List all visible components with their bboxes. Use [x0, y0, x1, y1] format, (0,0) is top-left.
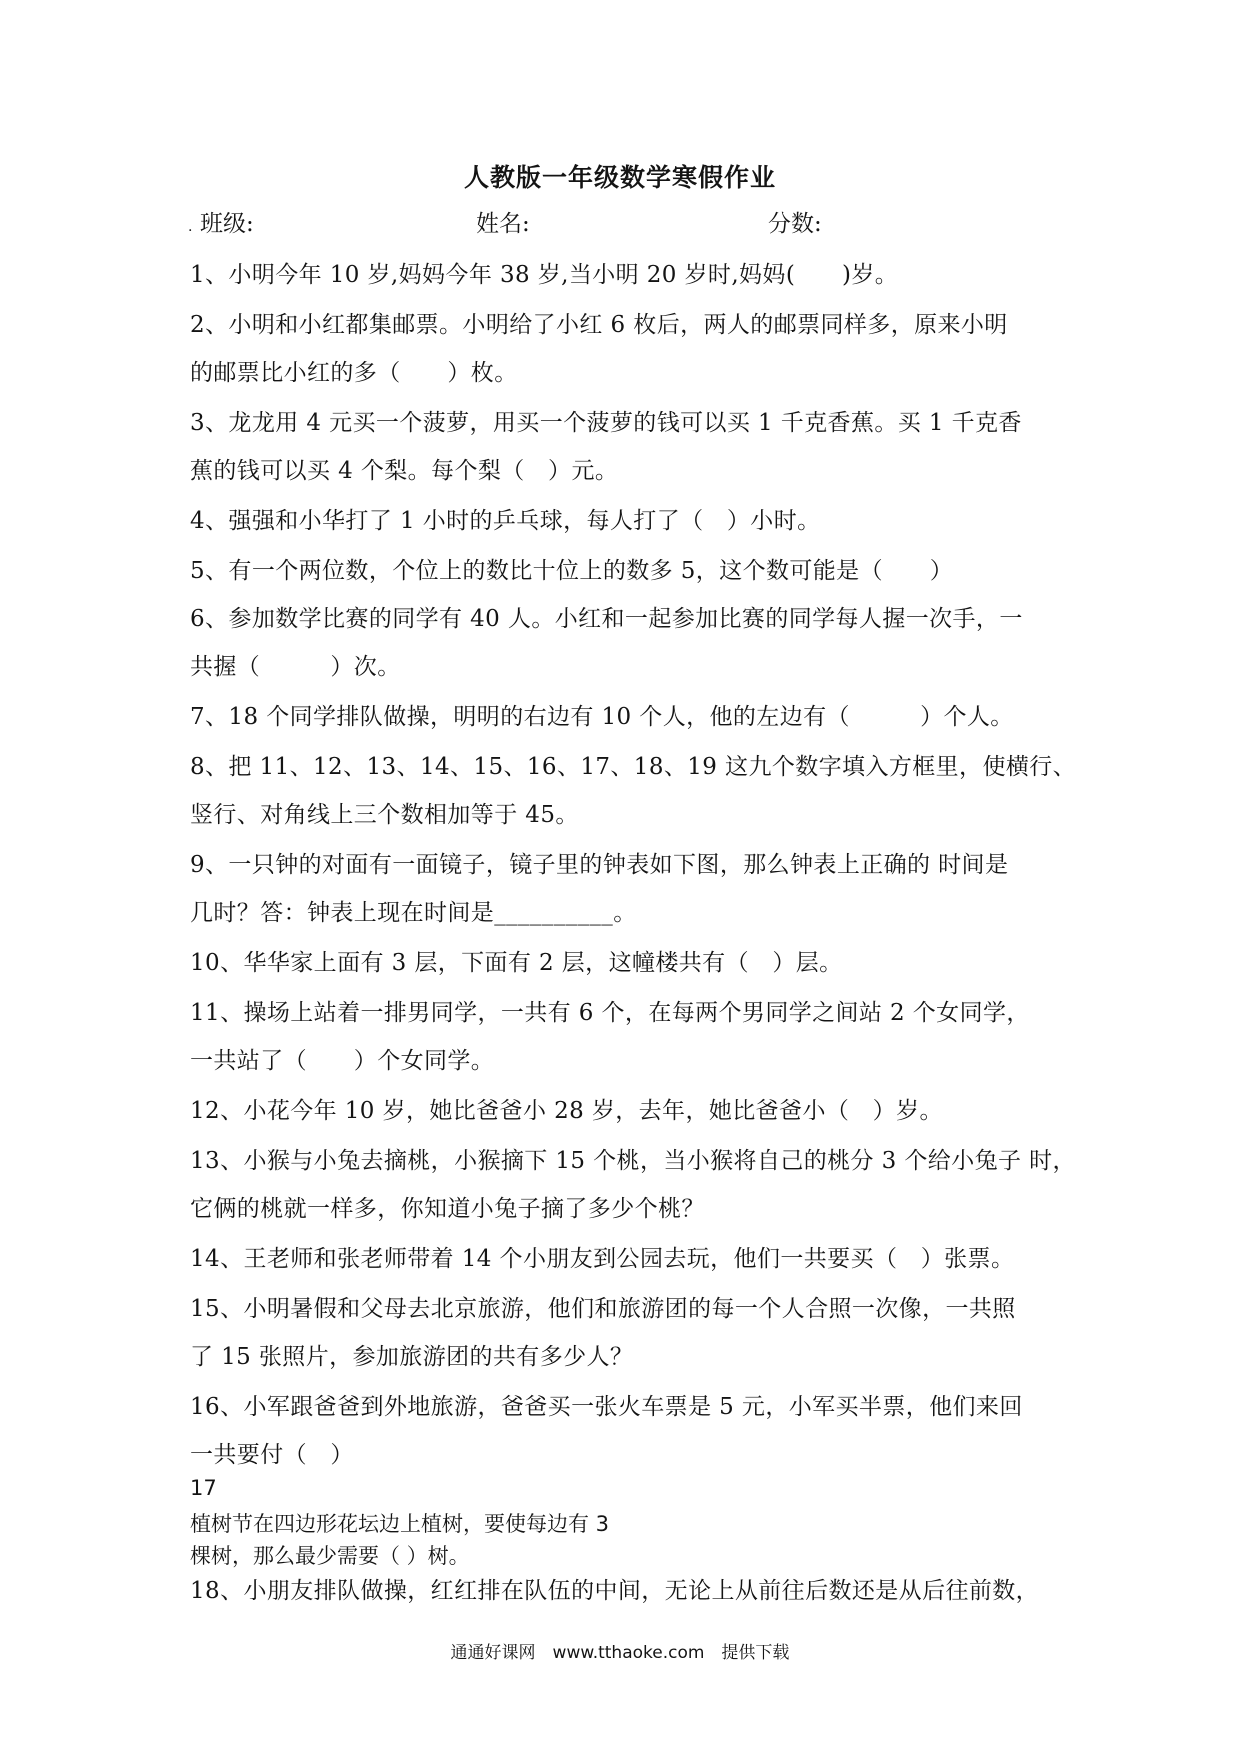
question-line: 一共要付（ ） [190, 1442, 354, 1468]
question-line: 1、小明今年 10 岁,妈妈今年 38 岁,当小明 20 岁时,妈妈( )岁。 [190, 262, 899, 288]
question-number: 17 [190, 1476, 217, 1500]
question-line: 几时？答：钟表上现在时间是__________。 [190, 900, 637, 926]
name-label: 姓名: [476, 211, 530, 237]
question-line: 18、小朋友排队做操，红红排在队伍的中间，无论上从前往后数还是从后往前数， [190, 1578, 1040, 1604]
question-line: 一共站了（ ）个女同学。 [190, 1048, 495, 1074]
question-line: 5、有一个两位数，个位上的数比十位上的数多 5，这个数可能是（ ） [190, 558, 954, 584]
question-line: 2、小明和小红都集邮票。小明给了小红 6 枚后，两人的邮票同样多，原来小明 [190, 312, 1008, 338]
question-line: 11、操场上站着一排男同学，一共有 6 个，在每两个男同学之间站 2 个女同学， [190, 1000, 1030, 1026]
footer: 通通好课网 www.tthaoke.com 提供下载 [450, 1643, 790, 1663]
question-line: 3、龙龙用 4 元买一个菠萝，用买一个菠萝的钱可以买 1 千克香蕉。买 1 千克香 [190, 410, 1022, 436]
question-line: 13、小猴与小兔去摘桃，小猴摘下 15 个桃，当小猴将自己的桃分 3 个给小兔子 时， [190, 1148, 1076, 1174]
header-dot: . [188, 219, 193, 235]
question-line: 14、王老师和张老师带着 14 个小朋友到公园去玩，他们一共要买（ ）张票。 [190, 1246, 1015, 1272]
question-line: 12、小花今年 10 岁，她比爸爸小 28 岁，去年，她比爸爸小（ ）岁。 [190, 1098, 943, 1124]
question-line: 16、小军跟爸爸到外地旅游，爸爸买一张火车票是 5 元，小军买半票，他们来回 [190, 1394, 1023, 1420]
question-line: 9、一只钟的对面有一面镜子，镜子里的钟表如下图，那么钟表上正确的 时间是 [190, 852, 1009, 878]
question-line: 10、华华家上面有 3 层，下面有 2 层，这幢楼共有（ ）层。 [190, 950, 843, 976]
score-label: 分数: [768, 211, 822, 237]
question-line: 6、参加数学比赛的同学有 40 人。小红和一起参加比赛的同学每人握一次手，一 [190, 606, 1023, 632]
question-line: 蕉的钱可以买 4 个梨。每个梨（ ）元。 [190, 458, 619, 484]
question-line: 4、强强和小华打了 1 小时的乒乓球，每人打了（ ）小时。 [190, 508, 821, 534]
question-line: 15、小明暑假和父母去北京旅游，他们和旅游团的每一个人合照一次像，一共照 [190, 1296, 1016, 1322]
page-title: 人教版一年级数学寒假作业 [463, 163, 776, 192]
question-line: 棵树，那么最少需要（ ）树。 [190, 1544, 470, 1568]
question-line: 7、18 个同学排队做操，明明的右边有 10 个人，他的左边有（ ）个人。 [190, 704, 1014, 730]
question-line: 的邮票比小红的多（ ）枚。 [190, 360, 518, 386]
class-label: 班级: [200, 211, 254, 237]
question-line: 了 15 张照片，参加旅游团的共有多少人？ [190, 1344, 634, 1370]
question-line: 共握（ ）次。 [190, 654, 401, 680]
question-line: 8、把 11、12、13、14、15、16、17、18、19 这九个数字填入方框里，使横行、 [190, 754, 1077, 780]
header-row [0, 205, 1240, 245]
question-line: 植树节在四边形花坛边上植树，要使每边有 3 [190, 1512, 610, 1536]
question-line: 它俩的桃就一样多，你知道小兔子摘了多少个桃？ [190, 1196, 705, 1222]
question-line: 竖行、对角线上三个数相加等于 45。 [190, 802, 579, 828]
